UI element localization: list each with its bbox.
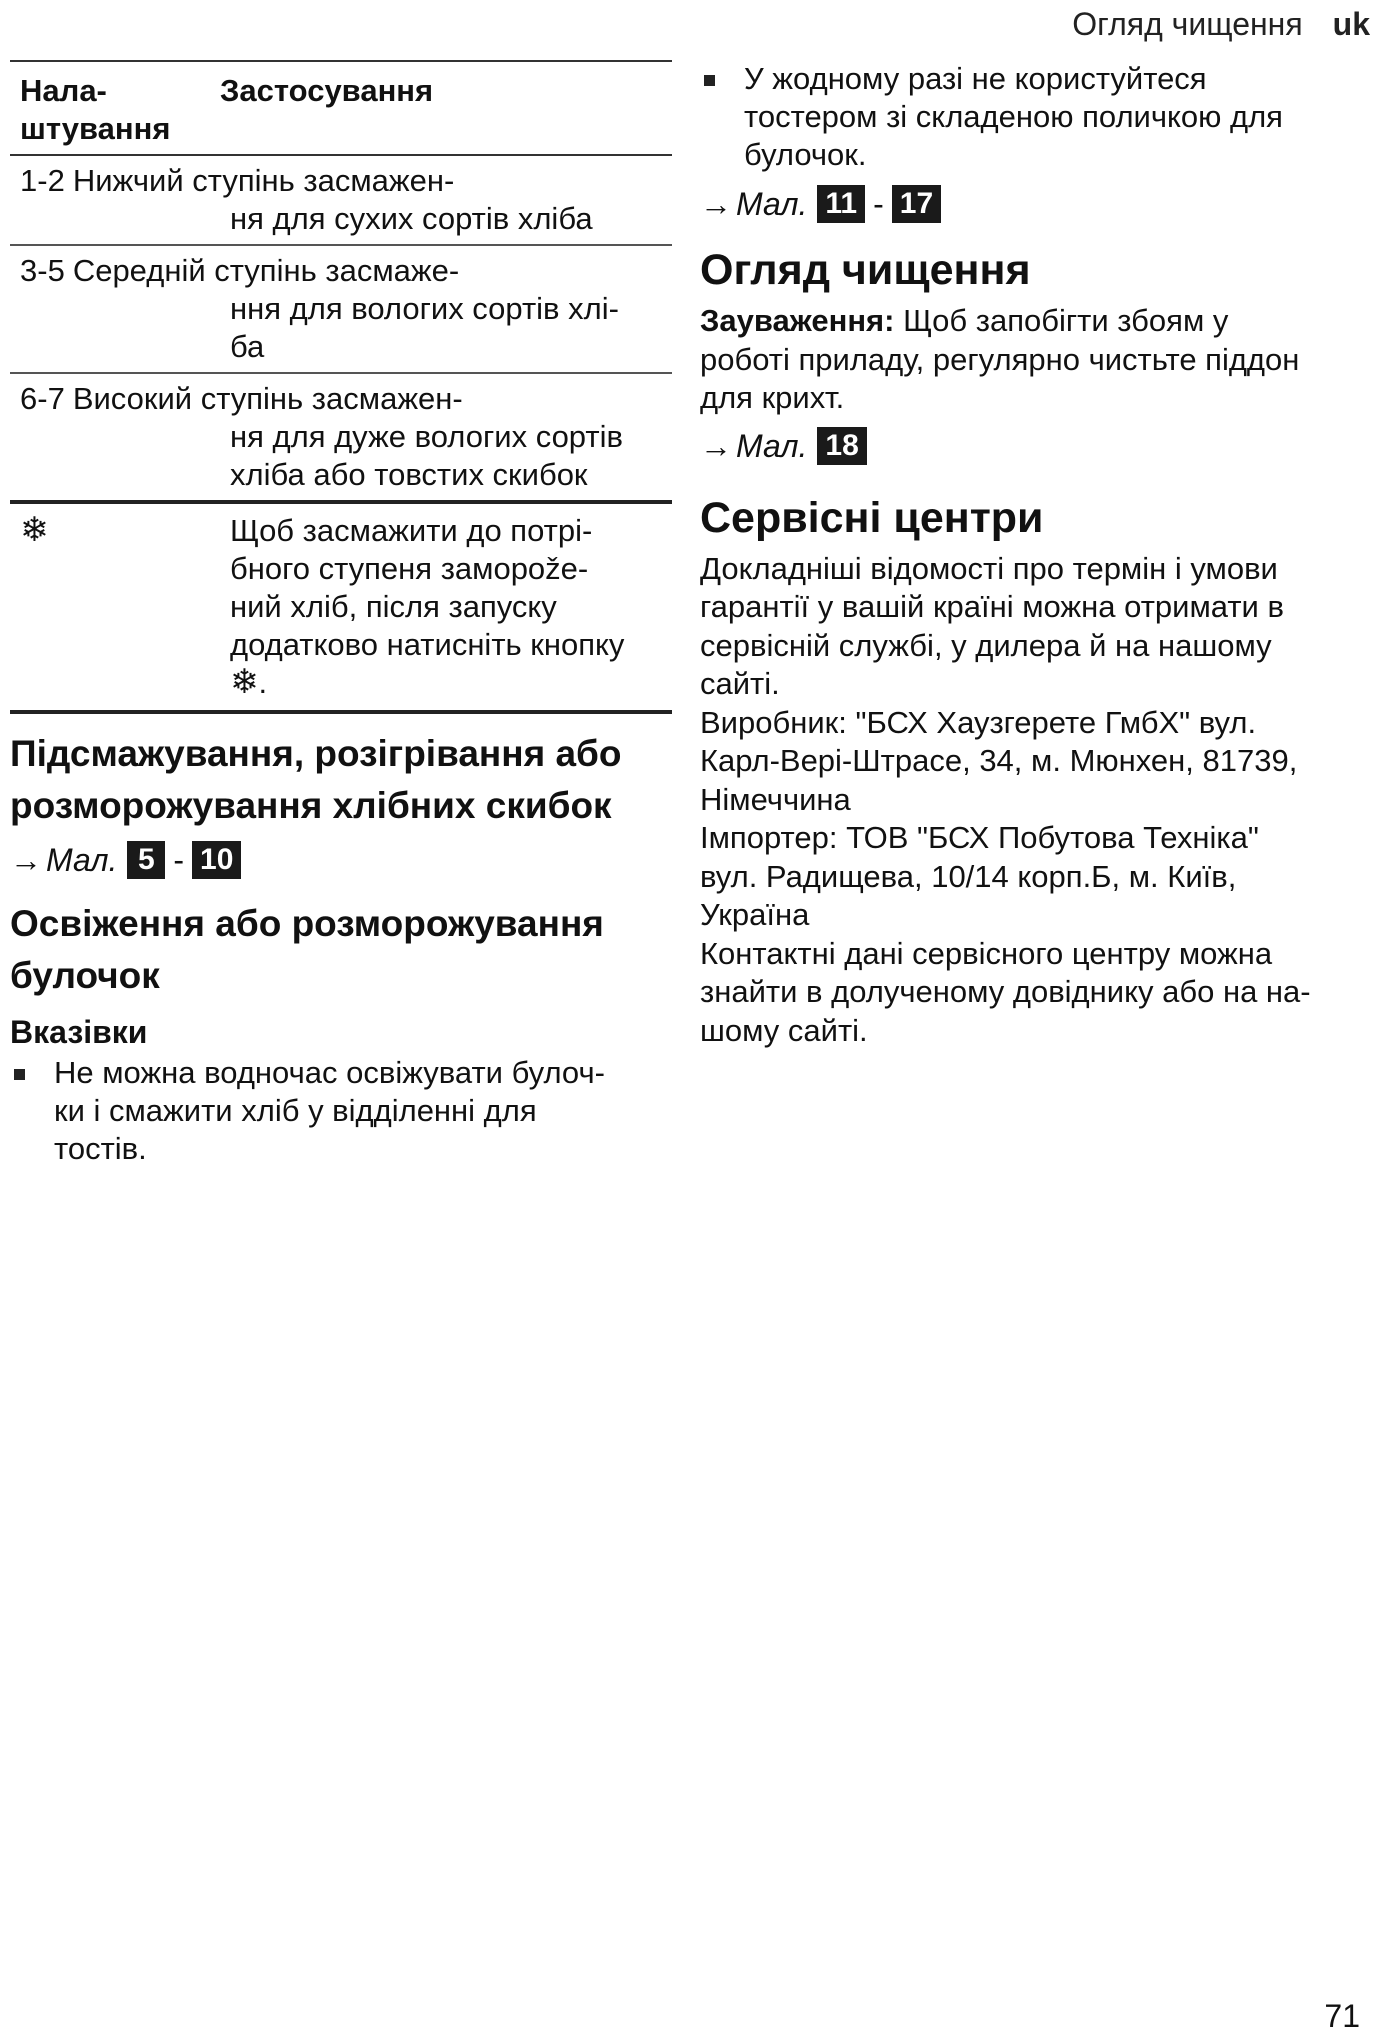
figure-number: 10 (192, 841, 241, 879)
heading-refreshing-rolls: Освіження або розморожування булочок (10, 903, 604, 996)
table-row-frozen (10, 504, 672, 714)
usage-text: ння для вологих сортів хлі- (230, 291, 619, 326)
setting-value: 6-7 (20, 381, 65, 416)
usage-text: ба (230, 329, 265, 364)
arrow-right-icon: → (700, 427, 732, 464)
setting-value: 3-5 (20, 253, 65, 288)
heading-notes: Вказівки (10, 1014, 148, 1050)
page-number: 71 (1324, 1998, 1360, 2034)
left-column (10, 60, 672, 1168)
header-usage: Застосування (220, 73, 434, 108)
note-label: Зауваження: (700, 303, 895, 338)
table-header (10, 62, 672, 156)
usage-text: ня для дуже вологих сортів (230, 419, 623, 454)
running-header (1072, 4, 1370, 44)
snowflake-icon: ❄ (20, 511, 49, 549)
figure-reference: → Мал. 5 - 10 (10, 836, 672, 884)
figure-number: 11 (817, 185, 865, 223)
running-header-section: Огляд чищення (1072, 6, 1303, 42)
table-row (10, 156, 672, 246)
setting-value: 1-2 (20, 163, 65, 198)
table-row (10, 374, 672, 504)
bullet-square-icon (704, 75, 715, 86)
usage-text: Середній ступінь засмаже- (72, 253, 460, 288)
snowflake-icon: ❄ (230, 663, 259, 701)
list-item: Не можна водночас освіжувати булоч- ки і смажити хліб у відділенні для тостів. (10, 1054, 672, 1168)
list-item: У жодному разі не користуйтеся тостером зі складеною поличкою для булочок. (700, 60, 1368, 174)
figure-number: 18 (817, 427, 866, 465)
figure-number: 17 (892, 185, 941, 223)
heading-cleaning-overview: Огляд чищення (700, 246, 1031, 294)
table-row (10, 246, 672, 374)
arrow-right-icon: → (10, 842, 42, 878)
usage-text: ня для сухих сортів хліба (230, 201, 593, 236)
bullet-square-icon (14, 1069, 25, 1080)
header-setting: Нала- штування (20, 73, 171, 146)
usage-text: Високий ступінь засмажен- (72, 381, 463, 416)
language-code: uk (1332, 6, 1370, 42)
figure-reference: → Мал. 18 (700, 422, 1368, 470)
note-paragraph: Зауваження: Щоб запобігти збоям у (700, 303, 1229, 338)
arrow-right-icon: → (700, 186, 732, 222)
service-paragraph: Докладніші відомості про термін і умови гарантії у вашій країні можна отримати в сервісній службі, у дилера й на нашому сайті. Виробник: "БСХ Хаузгерете ГмбХ" вул. Карл-Вері-Штрасе, 34, м. Мюнхен, 81739, Німеччина Імпортер: ТОВ "БСХ Побутова Техніка" вул. Радищева, 10/14 корп.Б, м. Київ, Україна Контактні дані сервісного центру можна знайти в долученому довіднику або на на- шому сайті. (700, 550, 1311, 1048)
usage-text: хліба або товстих скибок (230, 457, 588, 492)
heading-service-centres: Сервісні центри (700, 493, 1044, 542)
heading-toasting-slices: Підсмажування, розігрівання або розморожування хлібних скибок (10, 733, 622, 826)
frozen-usage-text: Щоб засмажити до потрі- бного ступеня заморože- ний хліб, після запуску додатково натисніть кнопку ❄. (230, 513, 625, 701)
right-column: У жодному разі не користуйтеся тостером зі складеною поличкою для булочок. → Мал. 11 - 17 Огляд чищення Зауваження: Щоб запобігти збоям у роботі приладу, регулярно чистьте піддон для крихт. → Мал. 18 Сервісні центри Докладніші відомості про термін і умови гарантії у вашій країні можна отримати в сервісній службі, у дилера й на нашому сайті. Виробник: "БСХ Хаузгерете ГмбХ" вул. Карл-Вері-Штрасе, 34, м. Мюнхен, 81739, Німеччина Імпортер: ТОВ "БСХ Побутова Техніка" вул. Радищева, 10/14 корп.Б, м. Київ, Україна Контактні дані сервісного центру можна знайти в долученому довіднику або на на- шому сайті. (700, 60, 1368, 1050)
toasting-settings-table (10, 60, 672, 714)
usage-text: Нижчий ступінь засмажен- (72, 163, 455, 198)
figure-number: 5 (127, 841, 165, 879)
figure-reference: → Мал. 11 - 17 (700, 180, 1368, 228)
